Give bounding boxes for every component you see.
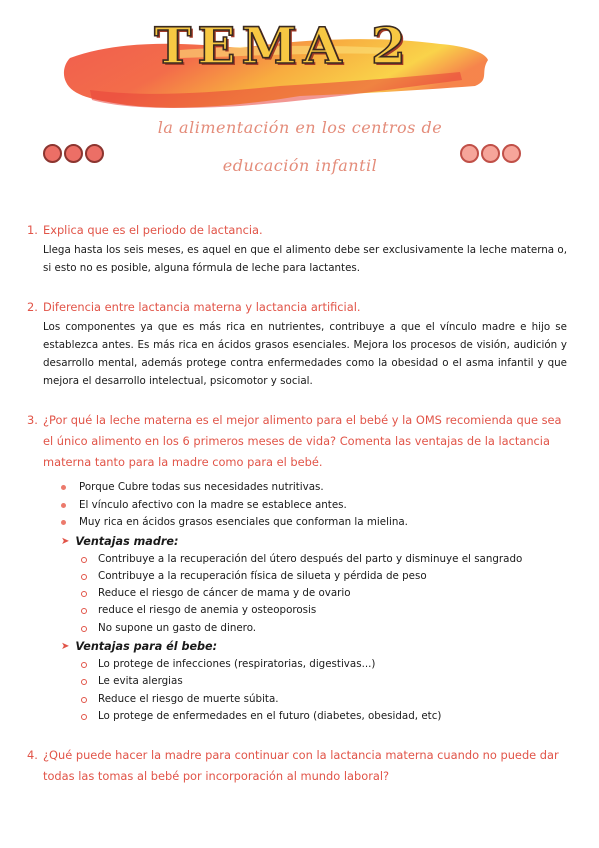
question-2	[27, 297, 567, 318]
answer-2: Los componentes ya que es más rica en nutrientes, contribuye a que el vínculo madre e hijo se establezca antes. Es más rica en ácidos grasos esenciales. Mejora los procesos de visión, audición y desarrollo mental, además protege contra enfermedades como la obesidad o el asma infantil y que mejora el desarrollo intelectual, psicomotor y social.	[43, 321, 567, 387]
list-item: reduce el riesgo de anemia y osteoporosis	[81, 602, 567, 619]
question-text: ¿Por qué la leche materna es el mejor alimento para el bebé y la OMS recomienda que sea el único alimento en los 6 primeros meses de vida? Comenta las ventajas de la lactancia materna tanto para la madre como para el bebé.	[43, 413, 562, 469]
subtitle-line-1: la alimentación en los centros de	[157, 118, 443, 137]
question-number: 3.	[27, 413, 38, 427]
question-text: Diferencia entre lactancia materna y lactancia artificial.	[43, 300, 361, 314]
question-text: Explica que es el periodo de lactancia.	[43, 223, 263, 237]
list-item: Porque Cubre todas sus necesidades nutritivas.	[61, 479, 567, 497]
madre-advantages-heading	[27, 532, 567, 551]
circle-icon	[43, 144, 62, 163]
page-title: TEMA 2	[154, 16, 412, 75]
question-number: 2.	[27, 300, 38, 314]
list-item: Lo protege de enfermedades en el futuro (diabetes, obesidad, etc)	[81, 708, 567, 725]
arrow-icon: ➤	[61, 640, 70, 652]
question-number: 4.	[27, 748, 38, 763]
question-4	[27, 745, 567, 787]
bebe-advantages-list	[27, 656, 567, 725]
question-3	[27, 410, 567, 473]
heading-text: Ventajas madre:	[75, 534, 179, 548]
list-item: Reduce el riesgo de cáncer de mama y de ovario	[81, 585, 567, 602]
heading-text: Ventajas para él bebe:	[75, 639, 218, 653]
list-item: Reduce el riesgo de muerte súbita.	[81, 691, 567, 708]
answer-1: Llega hasta los seis meses, es aquel en que el alimento debe ser exclusivamente la leche materna o, si esto no es posible, alguna fórmula de leche para lactantes.	[43, 244, 567, 274]
decorative-circles-left	[43, 144, 104, 163]
list-item: Muy rica en ácidos grasos esenciales que conforman la mielina.	[61, 514, 567, 532]
circle-icon	[85, 144, 104, 163]
page-header	[0, 0, 599, 200]
question-number: 1.	[27, 223, 38, 237]
decorative-circles-right	[460, 144, 521, 163]
list-item: Le evita alergias	[81, 673, 567, 690]
list-item: Lo protege de infecciones (respiratorias, digestivas...)	[81, 656, 567, 673]
madre-advantages-list	[27, 551, 567, 637]
list-item: Contribuye a la recuperación física de silueta y pérdida de peso	[81, 568, 567, 585]
arrow-icon: ➤	[61, 535, 70, 547]
circle-icon	[481, 144, 500, 163]
circle-icon	[64, 144, 83, 163]
list-item: No supone un gasto de dinero.	[81, 620, 567, 637]
question-1	[27, 220, 567, 241]
bebe-advantages-heading	[27, 637, 567, 656]
list-item: El vínculo afectivo con la madre se establece antes.	[61, 497, 567, 515]
circle-icon	[502, 144, 521, 163]
document-body	[27, 220, 567, 787]
list-item: Contribuye a la recuperación del útero después del parto y disminuye el sangrado	[81, 551, 567, 568]
subtitle-line-2: educación infantil	[222, 156, 378, 175]
circle-icon	[460, 144, 479, 163]
question-text: ¿Qué puede hacer la madre para continuar con la lactancia materna cuando no puede dar todas las tomas al bebé por incorporación al mundo laboral?	[43, 748, 559, 784]
answer-3-bullets	[27, 479, 567, 532]
